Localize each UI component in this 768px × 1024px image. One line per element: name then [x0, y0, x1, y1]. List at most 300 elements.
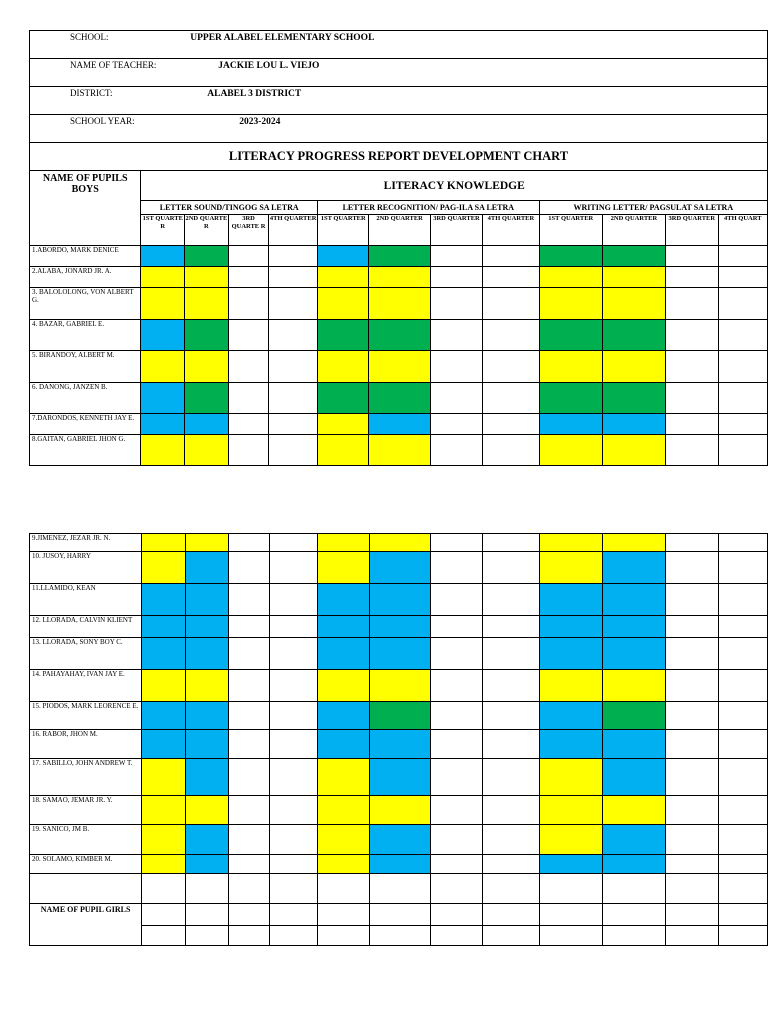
progress-cell	[539, 730, 602, 759]
progress-cell	[602, 320, 665, 351]
progress-cell	[142, 670, 186, 702]
progress-cell	[430, 552, 482, 584]
progress-cell	[228, 383, 269, 414]
progress-cell	[185, 616, 229, 638]
quarter-header: 3RD QUARTER	[430, 215, 483, 246]
progress-cell	[142, 702, 186, 730]
progress-cell	[483, 552, 539, 584]
progress-cell	[430, 638, 482, 670]
quarter-header: 4TH QUART	[718, 215, 767, 246]
progress-cell	[539, 351, 602, 383]
progress-cell	[539, 796, 602, 825]
progress-cell	[483, 534, 539, 552]
pupil-row	[30, 288, 768, 320]
quarter-header: 1ST QUARTER	[317, 215, 369, 246]
progress-cell	[539, 759, 602, 796]
progress-cell	[269, 730, 317, 759]
progress-cell	[229, 670, 270, 702]
pupil-name: 9.JIMENEZ, JEZAR JR. N.	[30, 534, 142, 552]
progress-cell	[318, 759, 369, 796]
progress-cell	[666, 616, 718, 638]
progress-cell	[142, 584, 186, 616]
progress-cell	[369, 855, 430, 874]
progress-cell	[718, 320, 767, 351]
progress-cell	[185, 638, 229, 670]
progress-cell	[369, 320, 430, 351]
progress-cell	[318, 796, 369, 825]
progress-cell	[483, 638, 539, 670]
pupil-row	[30, 825, 768, 855]
progress-cell	[185, 584, 229, 616]
progress-cell	[369, 351, 430, 383]
pupil-row	[30, 246, 768, 267]
pupil-row	[30, 320, 768, 351]
progress-cell	[666, 288, 719, 320]
pupil-name: 6. DANONG, JANZEN B.	[30, 383, 141, 414]
quarter-header: 3RD QUARTE R	[228, 215, 269, 246]
progress-cell	[666, 584, 718, 616]
progress-cell	[369, 759, 430, 796]
progress-cell	[483, 267, 539, 288]
progress-cell	[483, 825, 539, 855]
progress-cell	[269, 435, 318, 466]
blank-row	[30, 874, 768, 904]
progress-cell	[539, 670, 602, 702]
progress-cell	[185, 855, 229, 874]
year-row	[30, 115, 768, 143]
progress-cell	[185, 288, 229, 320]
year-value: 2023-2024	[239, 117, 281, 127]
progress-cell	[666, 855, 718, 874]
progress-cell	[141, 288, 185, 320]
progress-cell	[269, 288, 318, 320]
progress-cell	[430, 759, 482, 796]
progress-cell	[666, 796, 718, 825]
girls-header-row	[30, 904, 768, 926]
pupil-rows-page-2	[30, 534, 768, 874]
progress-cell	[369, 584, 430, 616]
progress-cell	[142, 759, 186, 796]
pupil-row	[30, 534, 768, 552]
pupil-name: 19. SANICO, JM B.	[30, 825, 142, 855]
progress-cell	[602, 670, 665, 702]
progress-cell	[369, 616, 430, 638]
progress-cell	[539, 616, 602, 638]
progress-cell	[317, 435, 369, 466]
progress-cell	[666, 534, 718, 552]
literacy-knowledge-header: LITERACY KNOWLEDGE	[141, 171, 768, 201]
progress-cell	[602, 552, 665, 584]
report-table-page-1	[29, 30, 768, 466]
progress-cell	[318, 670, 369, 702]
progress-cell	[483, 246, 539, 267]
progress-cell	[539, 383, 602, 414]
progress-cell	[185, 320, 229, 351]
quarter-header: 4TH QUARTER	[483, 215, 539, 246]
progress-cell	[718, 730, 767, 759]
progress-cell	[269, 670, 317, 702]
progress-cell	[602, 825, 665, 855]
progress-cell	[666, 638, 718, 670]
progress-cell	[718, 534, 767, 552]
progress-cell	[228, 246, 269, 267]
quarter-header: 1ST QUARTER	[539, 215, 602, 246]
progress-cell	[602, 435, 665, 466]
progress-cell	[602, 534, 665, 552]
pupil-row	[30, 670, 768, 702]
progress-cell	[369, 730, 430, 759]
progress-cell	[666, 435, 719, 466]
pupil-name: 11.LLAMIDO, KEAN	[30, 584, 142, 616]
progress-cell	[602, 584, 665, 616]
progress-cell	[185, 702, 229, 730]
progress-cell	[718, 670, 767, 702]
teacher-value: JACKIE LOU L. VIEJO	[218, 61, 320, 71]
progress-cell	[602, 383, 665, 414]
progress-cell	[142, 825, 186, 855]
progress-cell	[539, 534, 602, 552]
progress-cell	[229, 552, 270, 584]
progress-cell	[718, 825, 767, 855]
pupil-row	[30, 702, 768, 730]
pupil-row	[30, 435, 768, 466]
progress-cell	[269, 584, 317, 616]
school-row	[30, 31, 768, 59]
progress-cell	[229, 616, 270, 638]
progress-cell	[185, 730, 229, 759]
progress-cell	[228, 267, 269, 288]
progress-cell	[602, 759, 665, 796]
progress-cell	[483, 855, 539, 874]
progress-cell	[483, 351, 539, 383]
pupil-row	[30, 638, 768, 670]
pupil-row	[30, 584, 768, 616]
progress-cell	[430, 855, 482, 874]
progress-cell	[483, 796, 539, 825]
progress-cell	[602, 414, 665, 435]
progress-cell	[539, 414, 602, 435]
progress-cell	[718, 383, 767, 414]
progress-cell	[718, 616, 767, 638]
quarter-header: 3RD QUARTER	[666, 215, 719, 246]
progress-cell	[666, 730, 718, 759]
progress-cell	[718, 267, 767, 288]
progress-cell	[430, 383, 483, 414]
progress-cell	[369, 288, 430, 320]
progress-cell	[718, 855, 767, 874]
progress-cell	[666, 383, 719, 414]
progress-cell	[483, 730, 539, 759]
progress-cell	[430, 320, 483, 351]
progress-cell	[318, 638, 369, 670]
progress-cell	[718, 552, 767, 584]
progress-cell	[185, 267, 229, 288]
pupil-rows-page-1	[30, 246, 768, 466]
quarter-header: 4TH QUARTER	[269, 215, 318, 246]
progress-cell	[539, 825, 602, 855]
pupil-row	[30, 759, 768, 796]
progress-cell	[269, 638, 317, 670]
progress-cell	[228, 351, 269, 383]
progress-cell	[666, 246, 719, 267]
progress-cell	[269, 702, 317, 730]
progress-cell	[318, 855, 369, 874]
pupil-name: 2.ALABA, JONARD JR. A.	[30, 267, 141, 288]
pupil-row	[30, 383, 768, 414]
progress-cell	[142, 616, 186, 638]
pupil-name: 8.GAITAN, GABRIEL JHON G.	[30, 435, 141, 466]
progress-cell	[430, 534, 482, 552]
progress-cell	[141, 351, 185, 383]
progress-cell	[666, 552, 718, 584]
progress-cell	[539, 320, 602, 351]
progress-cell	[430, 616, 482, 638]
progress-cell	[317, 414, 369, 435]
progress-cell	[718, 584, 767, 616]
teacher-row	[30, 59, 768, 87]
progress-cell	[317, 246, 369, 267]
progress-cell	[142, 855, 186, 874]
progress-cell	[430, 288, 483, 320]
progress-cell	[229, 730, 270, 759]
progress-cell	[141, 435, 185, 466]
progress-cell	[229, 638, 270, 670]
pupil-name: 15. PIODOS, MARK LEORENCE E.	[30, 702, 142, 730]
progress-cell	[369, 246, 430, 267]
progress-cell	[539, 552, 602, 584]
progress-cell	[142, 730, 186, 759]
progress-cell	[269, 267, 318, 288]
progress-cell	[141, 383, 185, 414]
progress-cell	[228, 435, 269, 466]
quarter-header: 2ND QUARTER	[602, 215, 665, 246]
progress-cell	[228, 288, 269, 320]
progress-cell	[185, 825, 229, 855]
progress-cell	[483, 670, 539, 702]
pupil-name: 3. BALOLOLONG, VON ALBERT G.	[30, 288, 141, 320]
progress-cell	[430, 670, 482, 702]
progress-cell	[229, 584, 270, 616]
progress-cell	[483, 616, 539, 638]
progress-cell	[369, 552, 430, 584]
pupil-name: 7.DARONDOS, KENNETH JAY E.	[30, 414, 141, 435]
group-header-writing-letter: WRITING LETTER/ PAGSULAT SA LETRA	[539, 201, 767, 215]
progress-cell	[228, 414, 269, 435]
progress-cell	[718, 288, 767, 320]
progress-cell	[229, 534, 270, 552]
progress-cell	[269, 534, 317, 552]
progress-cell	[666, 351, 719, 383]
progress-cell	[430, 246, 483, 267]
progress-cell	[317, 383, 369, 414]
progress-cell	[430, 414, 483, 435]
progress-cell	[318, 616, 369, 638]
progress-cell	[430, 584, 482, 616]
progress-cell	[430, 796, 482, 825]
pupil-name: 4. BAZAR, GABRIEL E.	[30, 320, 141, 351]
progress-cell	[185, 670, 229, 702]
progress-cell	[369, 534, 430, 552]
progress-cell	[718, 246, 767, 267]
pupil-row	[30, 267, 768, 288]
progress-cell	[666, 670, 718, 702]
quarter-header: 2ND QUARTER	[369, 215, 430, 246]
school-label: SCHOOL:	[70, 32, 109, 42]
progress-cell	[369, 383, 430, 414]
group-header-letter-recognition: LETTER RECOGNITION/ PAG-ILA SA LETRA	[317, 201, 539, 215]
progress-cell	[369, 702, 430, 730]
pupil-name: 1.ABORDO, MARK DENICE	[30, 246, 141, 267]
progress-cell	[602, 638, 665, 670]
district-label: DISTRICT:	[70, 88, 113, 98]
progress-cell	[269, 552, 317, 584]
pupil-name: 10. JUSOY, HARRY	[30, 552, 142, 584]
progress-cell	[142, 552, 186, 584]
progress-cell	[318, 825, 369, 855]
progress-cell	[269, 616, 317, 638]
progress-cell	[269, 414, 318, 435]
district-row	[30, 87, 768, 115]
progress-cell	[430, 267, 483, 288]
progress-cell	[318, 552, 369, 584]
progress-cell	[318, 534, 369, 552]
progress-cell	[602, 855, 665, 874]
progress-cell	[185, 383, 229, 414]
progress-cell	[539, 638, 602, 670]
progress-cell	[269, 351, 318, 383]
progress-cell	[269, 855, 317, 874]
progress-cell	[718, 351, 767, 383]
progress-cell	[539, 267, 602, 288]
pupil-row	[30, 552, 768, 584]
progress-cell	[430, 730, 482, 759]
report-table-page-2	[29, 533, 768, 946]
progress-cell	[229, 702, 270, 730]
progress-cell	[483, 320, 539, 351]
progress-cell	[269, 383, 318, 414]
progress-cell	[718, 638, 767, 670]
progress-cell	[185, 246, 229, 267]
pupil-row	[30, 796, 768, 825]
progress-cell	[369, 414, 430, 435]
progress-cell	[483, 584, 539, 616]
progress-cell	[718, 702, 767, 730]
progress-cell	[483, 702, 539, 730]
quarter-header: 2ND QUARTE R	[185, 215, 229, 246]
progress-cell	[141, 320, 185, 351]
progress-cell	[718, 435, 767, 466]
progress-cell	[666, 825, 718, 855]
progress-cell	[141, 414, 185, 435]
progress-cell	[602, 796, 665, 825]
progress-cell	[185, 796, 229, 825]
progress-cell	[483, 383, 539, 414]
progress-cell	[430, 351, 483, 383]
progress-cell	[430, 825, 482, 855]
progress-cell	[602, 267, 665, 288]
progress-cell	[602, 351, 665, 383]
progress-cell	[539, 435, 602, 466]
progress-cell	[142, 638, 186, 670]
district-value: ALABEL 3 DISTRICT	[207, 89, 302, 99]
pupil-name: 20. SOLAMO, KIMBER M.	[30, 855, 142, 874]
pupil-name: 5. BIRANDOY, ALBERT M.	[30, 351, 141, 383]
progress-cell	[539, 288, 602, 320]
pupil-names-header: NAME OF PUPILS BOYS	[30, 171, 141, 246]
progress-cell	[142, 534, 186, 552]
progress-cell	[141, 267, 185, 288]
progress-cell	[718, 796, 767, 825]
chart-title: LITERACY PROGRESS REPORT DEVELOPMENT CHART	[30, 143, 768, 171]
group-header-letter-sound: LETTER SOUND/TINGOG SA LETRA	[141, 201, 317, 215]
progress-cell	[318, 730, 369, 759]
progress-cell	[483, 759, 539, 796]
pupil-name: 12. LLORADA, CALVIN KLIENT	[30, 616, 142, 638]
pupil-name: 14. PAHAYAHAY, IVAN JAY E.	[30, 670, 142, 702]
progress-cell	[141, 246, 185, 267]
pupil-name: 18. SAMAO, JEMAR JR. Y.	[30, 796, 142, 825]
progress-cell	[228, 320, 269, 351]
progress-cell	[666, 414, 719, 435]
progress-cell	[718, 759, 767, 796]
progress-cell	[430, 435, 483, 466]
progress-cell	[602, 246, 665, 267]
progress-cell	[602, 730, 665, 759]
pupil-row	[30, 855, 768, 874]
progress-cell	[317, 351, 369, 383]
progress-cell	[318, 702, 369, 730]
report-sheet-page-1	[29, 30, 768, 466]
progress-cell	[229, 825, 270, 855]
progress-cell	[142, 796, 186, 825]
progress-cell	[666, 267, 719, 288]
progress-cell	[539, 702, 602, 730]
progress-cell	[185, 414, 229, 435]
quarter-header: 1ST QUARTE R	[141, 215, 185, 246]
progress-cell	[539, 246, 602, 267]
progress-cell	[185, 759, 229, 796]
girls-names-header: NAME OF PUPIL GIRLS	[30, 904, 142, 946]
progress-cell	[269, 825, 317, 855]
progress-cell	[369, 670, 430, 702]
progress-cell	[602, 616, 665, 638]
progress-cell	[602, 288, 665, 320]
progress-cell	[718, 414, 767, 435]
progress-cell	[185, 534, 229, 552]
progress-cell	[229, 759, 270, 796]
year-label: SCHOOL YEAR:	[70, 116, 135, 126]
pupil-row	[30, 351, 768, 383]
progress-cell	[666, 759, 718, 796]
school-value: UPPER ALABEL ELEMENTARY SCHOOL	[190, 33, 375, 43]
progress-cell	[185, 552, 229, 584]
progress-cell	[430, 702, 482, 730]
progress-cell	[317, 288, 369, 320]
teacher-label: NAME OF TEACHER:	[70, 60, 157, 70]
progress-cell	[229, 796, 270, 825]
progress-cell	[317, 267, 369, 288]
progress-cell	[269, 759, 317, 796]
progress-cell	[269, 246, 318, 267]
pupil-row	[30, 414, 768, 435]
progress-cell	[666, 320, 719, 351]
progress-cell	[369, 435, 430, 466]
progress-cell	[269, 796, 317, 825]
pupil-name: 17. SABILLO, JOHN ANDREW T.	[30, 759, 142, 796]
progress-cell	[602, 702, 665, 730]
progress-cell	[318, 584, 369, 616]
progress-cell	[369, 267, 430, 288]
